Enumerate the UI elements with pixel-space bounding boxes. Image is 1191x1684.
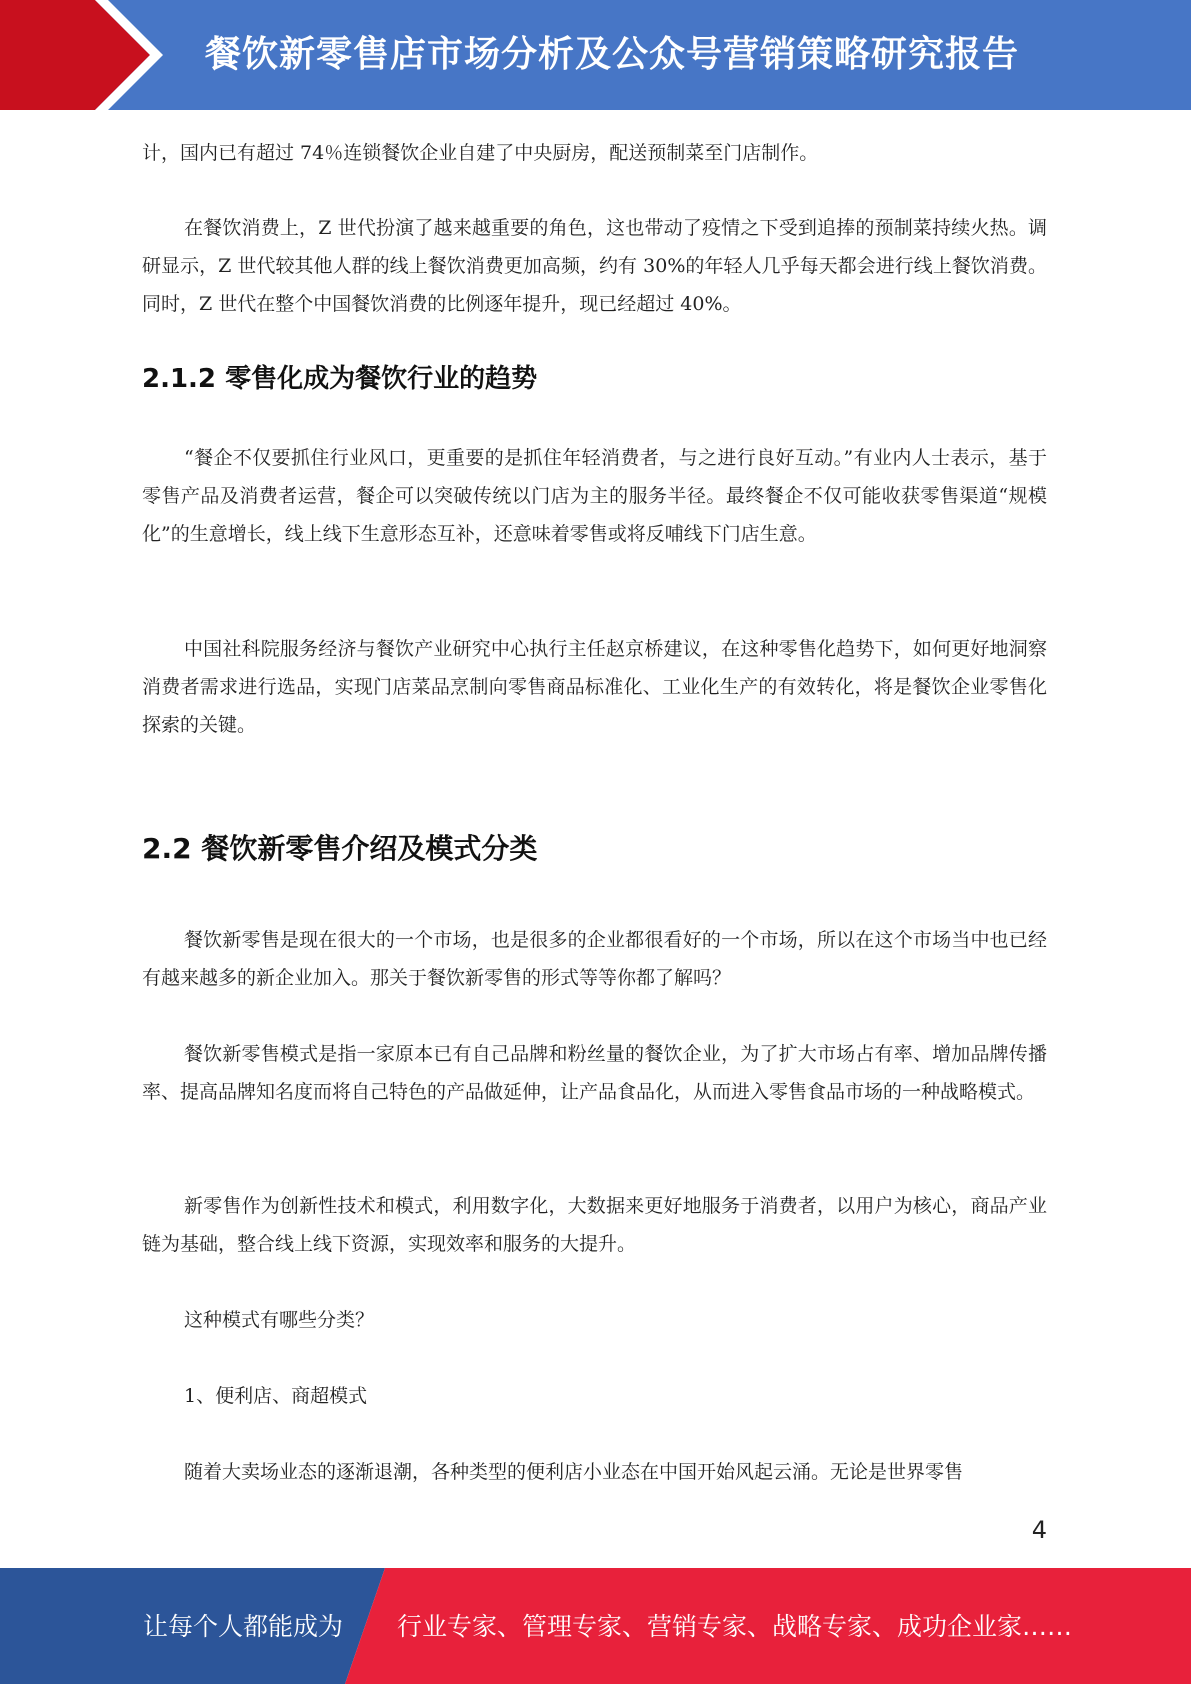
paragraph: 餐饮新零售模式是指一家原本已有自己品牌和粉丝量的餐饮企业，为了扩大市场占有率、增加品牌传播率、提高品牌知名度而将自己特色的产品做延伸，让产品食品化，从而进入零售食品市场的一种战略模式。: [142, 1043, 1047, 1103]
footer-slogan-right: 行业专家、管理专家、营销专家、战略专家、成功企业家……: [397, 1612, 1073, 1641]
page-footer: [0, 1568, 1191, 1684]
paragraph: “餐企不仅要抓住行业风口，更重要的是抓住年轻消费者，与之进行良好互动。”有业内人士表示，基于零售产品及消费者运营，餐企可以突破传统以门店为主的服务半径。最终餐企不仅可能收获零售渠道“规模化”的生意增长，线上线下生意形态互补，还意味着零售或将反哺线下门店生意。: [142, 447, 1047, 545]
paragraph: 随着大卖场业态的逐渐退潮，各种类型的便利店小业态在中国开始风起云涌。无论是世界零售: [184, 1461, 964, 1483]
list-item-heading: 1、便利店、商超模式: [184, 1385, 368, 1407]
page-number: 4: [1031, 1516, 1047, 1544]
paragraph: 中国社科院服务经济与餐饮产业研究中心执行主任赵京桥建议，在这种零售化趋势下，如何更好地洞察消费者需求进行选品，实现门店菜品烹制向零售商品标准化、工业化生产的有效转化，将是餐饮企业零售化探索的关键。: [142, 638, 1047, 736]
paragraph: 新零售作为创新性技术和模式，利用数字化，大数据来更好地服务于消费者，以用户为核心，商品产业链为基础，整合线上线下资源，实现效率和服务的大提升。: [142, 1195, 1047, 1255]
paragraph: 餐饮新零售是现在很大的一个市场，也是很多的企业都很看好的一个市场，所以在这个市场当中也已经有越来越多的新企业加入。那关于餐饮新零售的形式等等你都了解吗？: [142, 929, 1047, 989]
section-heading-2-2: 2.2 餐饮新零售介绍及模式分类: [142, 832, 538, 865]
section-heading-2-1-2: 2.1.2 零售化成为餐饮行业的趋势: [142, 364, 538, 394]
paragraph: 这种模式有哪些分类？: [184, 1309, 375, 1331]
footer-slogan-left: 让每个人都能成为: [143, 1612, 344, 1641]
paragraph: 计，国内已有超过 74％连锁餐饮企业自建了中央厨房，配送预制菜至门店制作。: [142, 142, 819, 164]
page-header: [0, 0, 1191, 110]
report-title: 餐饮新零售店市场分析及公众号营销策略研究报告: [205, 34, 1020, 75]
paragraph: 在餐饮消费上，Z 世代扮演了越来越重要的角色，这也带动了疫情之下受到追捧的预制菜持续火热。调研显示，Z 世代较其他人群的线上餐饮消费更加高频，约有 30%的年轻人几乎每天都会进行线上餐饮消费。同时，Z 世代在整个中国餐饮消费的比例逐年提升，现已经超过 40%。: [142, 217, 1047, 315]
